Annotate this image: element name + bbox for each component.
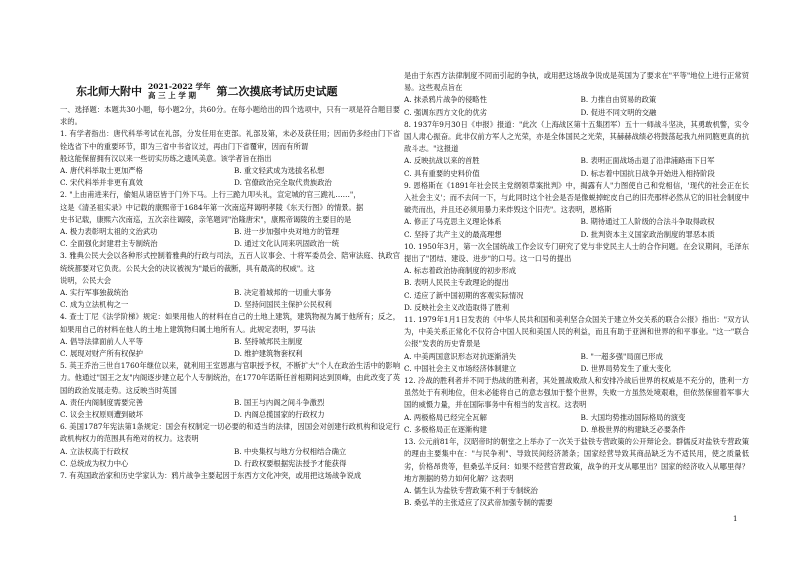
question-text: 是由于东西方法律制度不同而引起的争执，或用把这场战争说成是英国为了要求在"平等"地位上进行正常贸易。这些观点旨在 [404,71,749,93]
exam-header [76,82,337,100]
answer-option: B. 坚持城邦民主制度 [234,336,303,346]
answer-option: C. 具有重要的史料价值 [404,168,480,178]
question-text: 2. "上由甫进来行，偷姐从诸臣皆于门外下马。上行三跪九叩头礼，宣定城的官三跪礼……"， [60,190,361,200]
answer-option: C. 总统成为权力中心 [60,458,129,468]
answer-option: C. 成为立法机构之一 [60,300,129,310]
answer-option: C. 中国社会主义市场经济体制建立 [404,363,517,373]
option-row [404,168,749,180]
answer-option: B. 桑弘羊的主张适应了汉武帝加强专制的需要 [404,498,553,508]
option-row [404,265,749,289]
answer-option: A. 立法权高于行政权 [60,446,129,456]
option-row [404,351,749,363]
option-row [404,497,749,509]
question-text: 一、选择题：本题共30小题，每小题2分，共60分。在每小题给出的四个选项中，只有一项是符合题目要求的。 [60,105,400,127]
school-year: 2021-2022 学年 [148,82,211,91]
question-text: 4. 查士丁尼《法学阶梯》规定：如果用他人的材料在自己的土地上建筑，建筑物视为属于他所有；反之，如果用自己的材料在他人的土地上建筑物归属土地所有人。此规定表明，罗马法 [60,312,400,334]
answer-option: D. 促进不同文明的交融 [580,107,657,117]
grade-term: 高 三 上 学 期 [148,91,196,100]
option-row [60,226,400,238]
option-row [60,238,400,250]
option-row [60,409,400,421]
option-row [60,397,400,409]
option-row [60,458,400,470]
answer-option: D. 坚持问国民主保护公民权利 [234,300,332,310]
answer-option: C. 全面强化封建君主专制统治 [60,239,158,249]
option-row [60,177,400,189]
option-row [60,287,400,299]
answer-option: D. 行政权要根据宪法授予才能获得 [234,458,347,468]
answer-option: B. 重文轻武成为选拔名私想 [234,166,325,176]
answer-option: D. 通过文化认同来巩固政治一统 [234,239,340,249]
question-text: 12. 冷战的胜利者并不同于热战的胜利者，其处置战败敌人和安排冷战后世界的权威是不充分的，胜利一方虽然处于有利地位，但未必能将自己的意志强加于整个世界，失败一方虽然处境艰难，但依然保留着军事大国的威慑力量，并在国际事务中有相当的发言权。这表明 [404,376,749,410]
answer-option: A. 中美两国意识形态对抗逐渐消失 [404,351,517,361]
option-row [404,216,749,228]
question-text: 10. 1950年3月，第一次全国统战工作会议专门研究了党与非党民主人士的合作问题。在会议期间，毛泽东提出了"团结、建设、进步"的口号。这一口号的提出 [404,241,749,264]
question-text: 这是《清圣祖实录》中记载的康熙帝于1684年第一次南巡拜谒明孝陵《东天行图》的情景。据 [60,202,364,212]
answer-option: C. 强调东西方文化的优劣 [404,107,487,117]
option-row [404,229,749,241]
question-text: 13. 公元前81年，汉昭帝时的朝堂之上举办了一次关于盐铁专营政策的公开辩论会。群儒反对盐铁专营政策的理由主要集中在："与民争利"、导致民间经济萧条；国家经营导致其商品缺乏为不适民用，使之质量低劣，价格昂贵等，但桑弘羊反问：如果不经营官营政策，战争的开支从哪里出？国家的经济收入从哪里得？地方割据的势力如何化解？这表明 [404,437,749,483]
answer-option: A. 唐代科举取士更加严格 [60,166,143,176]
answer-option: A. 责任内阁制度需要完善 [60,397,143,407]
answer-option: A. 极力表彰明太祖的文治武功 [60,227,158,237]
answer-option: B. "一超多强"局面已形成 [580,351,663,361]
option-row [60,299,400,311]
year-block [148,82,210,100]
option-row [404,363,749,375]
answer-option: C. 适应了新中国初期的客观实际情况 [404,290,524,300]
answer-option: B. 进一步加强中央对地方的管理 [234,227,339,237]
option-row [404,107,749,119]
option-row [404,290,749,314]
left-column [60,104,400,482]
answer-option: B. 中央集权与地方分权相结合确立 [234,446,347,456]
answer-option: D. 世界局势发生了重大变化 [580,363,671,373]
option-row [404,485,749,497]
answer-option: A. 抹杀鸦片战争的侵略性 [404,95,487,105]
exam-title: 第二次摸底考试历史试题 [216,85,338,98]
question-text: 般这能保留拥有汉以来一些切实历练之遗风美意。该学者旨在指出 [60,153,272,163]
answer-option: B. 大国均势推动国际格局的演变 [580,412,686,422]
answer-option: D. 批判资本主义国家政治制度的罪恶本质 [580,229,715,239]
question-text: 5. 英王乔治三世自1760年继位以来，就利用王室恩惠与官职授予权，不断扩大"个人在政治生活中的影响力。他通过"国王之友"内阁逐步建立起个人专制统治，在1770年诺斯任首相期间达到顶峰，由此改变了英国的政治发展走势。这反映当时英国 [60,361,400,395]
answer-option: B. 表明正面战场击退了沿津浦路南下日军 [580,156,715,166]
answer-option: C. 议会主权原则遭到破坏 [60,410,143,420]
answer-option: D. 内阁总揽国家的行政权力 [234,410,325,420]
option-row [404,155,749,167]
question-text: 1. 有学者指出：唐代科举考试在礼部，分发任用在吏部。礼部及第，未必及获任用；因而仍多经由门下省铨选省下中的重要环节，即为三省中书省议过，再由门下省覆审，因而有所谓 [60,129,400,151]
answer-option: C. 展现对财产所有权保护 [60,349,143,359]
question-text: 3. 雅典公民大会以各种形式控制着雅典的行政与司法，五百人议事会、十将军委员会、陪审法庭、执政官统统都要对它负责。公民大会的决议被视为"最后的裁断，具有最高的权威"。这 [60,251,400,273]
answer-option: B. 期待通过工人阶级的合法斗争取得政权 [580,217,715,227]
option-row [60,348,400,360]
option-row [404,94,749,106]
question-text: 8. 1937年9月30日《申报》报道："此次（上海战区第十五集团军）五十一师战斗坚决，其勇敢机警，实令国人肃心振奋。此非仅前方军人之光荣，亦是全体国民之光荣，其赫赫战绩必将鼓荡起我九州同胞更真的抗敌斗志。"这报道 [404,119,749,154]
answer-option: D. 维护建筑物套权利 [234,349,303,359]
answer-option: D. 官僚政治完全取代贵族政治 [234,178,332,188]
option-row [60,446,400,458]
answer-option: C. 宋代科举并非更有真效 [60,178,143,188]
answer-option: B. 决定着城邦的一切重大事务 [234,288,332,298]
answer-option: B. 国王与内阁之间斗争激烈 [234,397,325,407]
answer-option: C. 多极格局正在逐渐构建 [404,424,487,434]
school-name: 东北师大附中 [76,85,142,98]
question-text: 史书记载，康熙六次南巡，五次亲往谒陵，亲笔题词"治隆唐宋"，康熙帝谒陵的主要目的是 [60,214,352,224]
answer-option: A. 实行军事独裁统治 [60,288,129,298]
option-row [404,412,749,424]
option-row [60,336,400,348]
question-text: 9. 恩格斯在《1891年社会民主党纲领草案批判》中，揭露有人"力图使自己和党相信，'现代的社会正在长入社会主义'；而不去问一下，与此同时这个社会是否是像蜕掉蛇皮自己的旧壳那样必然从它的旧社会制度中破壳而出，并且还必须用暴力来炸毁这个旧壳"。这表明，恩格斯 [404,180,749,215]
answer-option: A. 倡导法律面前人人平等 [60,336,143,346]
option-row [404,424,749,436]
question-text: 6. 美国1787年宪法第1条规定：国会有权制定一切必要的和适当的法律，因国会对创建行政机构和设定行政机构权力的范围具有绝对的权力。这表明 [60,422,400,444]
question-text: 7. 有英国政治家和历史学家认为：鸦片战争主要起因于东西方文化冲突，或用把这场战争说成 [60,471,362,481]
answer-option: A. 反映抗战以来的首胜 [404,156,480,166]
answer-option: D. 反映社会主义改造取得了胜利 [404,302,510,312]
answer-option: A. 儒生认为盐铁专营政策不利于专制统治 [404,485,538,495]
page-number: 1 [733,515,738,523]
question-text: 11. 1979年1月1日发表的《中华人民共和国和美利坚合众国关于建立外交关系的联合公报》指出："双方认为，中美关系正常化不仅符合中国人民和美国人民的利益，而且有助于亚洲和世界的和平事业。"这一"联合公报"发表的历史背景是 [404,315,749,349]
answer-option: A. 修正了马克思主义理论体系 [404,217,502,227]
option-row [60,165,400,177]
question-text: 说明，公民大会 [60,275,112,285]
answer-option: A. 标志着政治协商制度的初步形成 [404,266,517,276]
answer-option: B. 力推自由贸易的政策 [580,95,657,105]
right-column [404,70,749,509]
answer-option: A. 两极格局已经完全瓦解 [404,412,487,422]
answer-option: B. 表明人民民主专政理论的提出 [404,278,509,288]
answer-option: D. 标志着中国抗日战争开始进入相持阶段 [580,168,715,178]
answer-option: D. 单极世界的构建缺乏必要条件 [580,424,686,434]
answer-option: C. 坚持了共产主义的最高理想 [404,229,502,239]
